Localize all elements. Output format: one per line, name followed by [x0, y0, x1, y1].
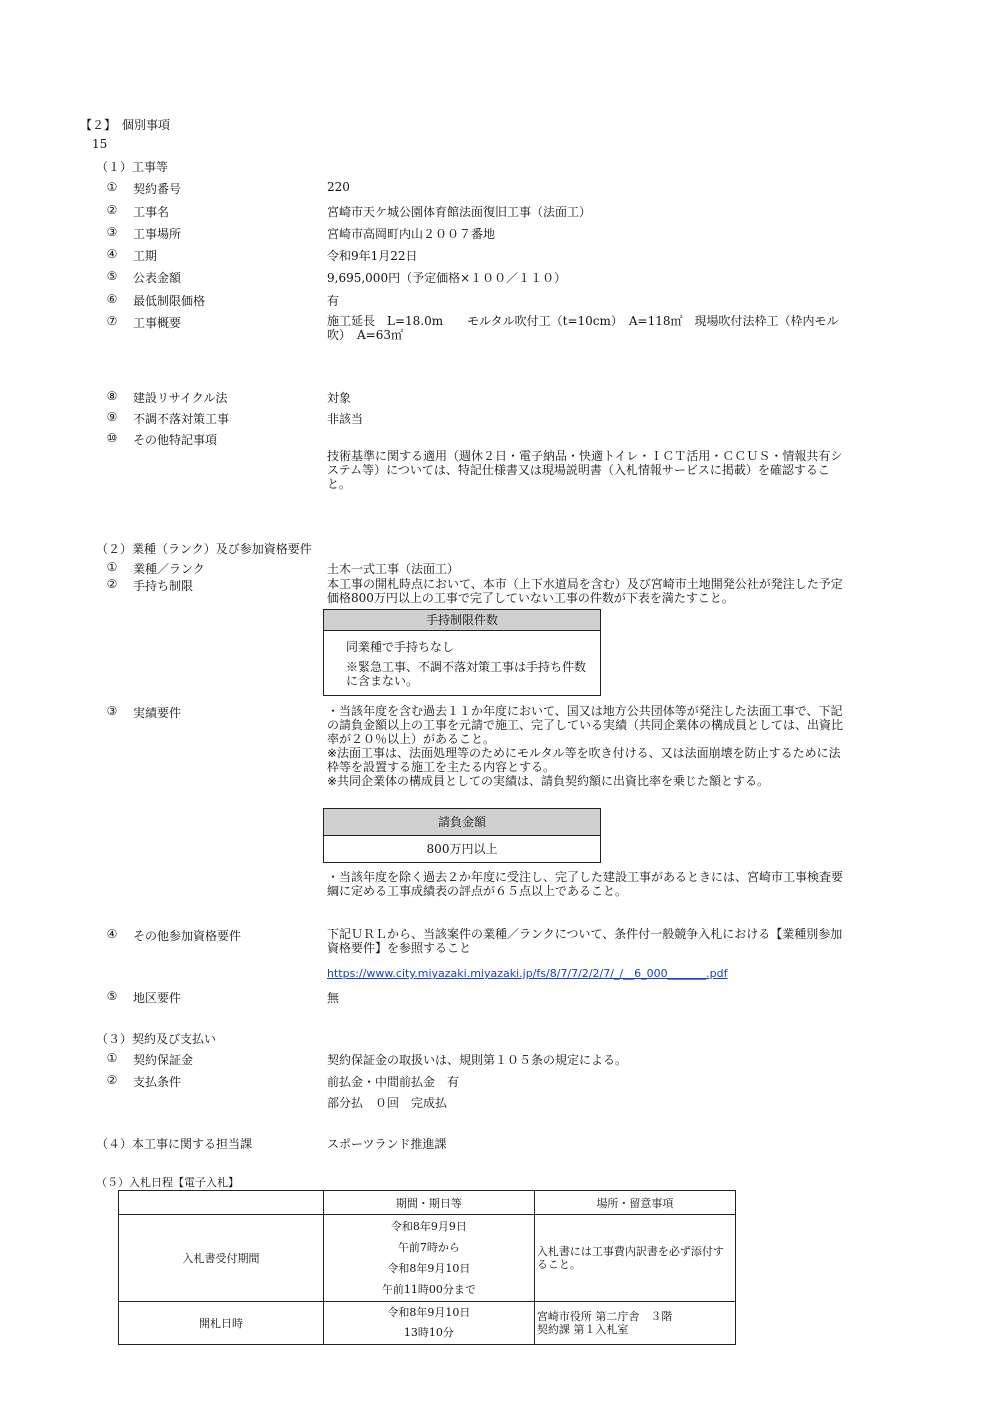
row-num: ③ [106, 704, 118, 718]
row-num: ② [106, 1073, 118, 1087]
sec4-title: （４）本工事に関する担当課 [96, 1137, 253, 1151]
row-value: 対象 [327, 391, 352, 405]
row-num: ⑨ [106, 410, 118, 424]
row-label: その他特記事項 [133, 433, 218, 447]
date-cell [323, 1215, 534, 1302]
bid-schedule-table [118, 1190, 736, 1345]
row-label: 地区要件 [133, 991, 182, 1005]
holding-limit-box [323, 609, 601, 696]
row-value-2: 部分払 ０回 完成払 [327, 1096, 448, 1110]
row-label: 手持ち制限 [133, 579, 194, 593]
row-value: 施工延長 L=18.0m モルタル吹付工（t=10cm） A=118㎡ 現場吹付法枠工（枠内モル吹） A=63㎡ [327, 314, 839, 342]
row-label: 公表金額 [133, 271, 182, 285]
contract-amount-header: 請負金額 [323, 808, 601, 836]
row-label: 実績要件 [133, 706, 182, 720]
row-num: ⑥ [106, 292, 118, 306]
item-number: 15 [92, 137, 108, 151]
row-value: 契約保証金の取扱いは、規則第１０５条の規定による。 [327, 1053, 628, 1067]
row-label: 契約保証金 [133, 1053, 194, 1067]
date-line: 令和8年9月9日 [390, 1220, 467, 1233]
row-value: 宮崎市天ケ城公園体育館法面復旧工事（法面工） [327, 205, 592, 219]
holding-limit-line2: ※緊急工事、不調不落対策工事は手持ち件数に含まない。 [346, 660, 587, 688]
row-label: 最低制限価格 [133, 294, 206, 308]
row-num: ⑤ [106, 269, 118, 283]
table-header-empty [119, 1191, 324, 1215]
row-value: 土木一式工事（法面工） [327, 562, 460, 576]
table-row [119, 1302, 736, 1345]
sec5-title: （５）入札日程【電子入札】 [96, 1176, 239, 1189]
row-label: 開札日時 [119, 1302, 324, 1345]
row-label: 業種／ランク [133, 562, 205, 576]
row-value: 前払金・中間前払金 有 [327, 1075, 460, 1089]
sec3-title: （３）契約及び支払い [96, 1032, 217, 1046]
date-line: 令和8年9月10日 [387, 1262, 471, 1275]
row-num: ① [106, 560, 118, 574]
sec4-value: スポーツランド推進課 [327, 1137, 447, 1151]
date-line: 令和8年9月10日 [387, 1306, 471, 1319]
table-header-row [119, 1191, 736, 1215]
row-value: 令和9年1月22日 [327, 249, 418, 263]
note-cell: 宮崎市役所 第二庁舎 ３階 契約課 第１入札室 [534, 1302, 735, 1345]
row-num: ⑤ [106, 989, 118, 1003]
row-value: 9,695,000円（予定価格×１００／１１０） [327, 271, 567, 285]
row-num: ⑧ [106, 389, 118, 403]
contract-amount-value: 800万円以上 [323, 836, 601, 863]
table-row [119, 1215, 736, 1302]
row-num: ④ [106, 247, 118, 261]
qualification-url-link[interactable]: https://www.city.miyazaki.miyazaki.jp/fs/8/7/7/2/2/7/_/__6_000_______.pdf [327, 967, 728, 980]
row-num: ① [106, 1051, 118, 1065]
other-qualification-text: 下記ＵＲＬから、当該案件の業種／ランクについて、条件付一般競争入札における【業種別参加資格要件】を参照すること [327, 927, 843, 955]
section-heading: 【２】 個別事項 [80, 118, 171, 132]
holding-limit-line1: 同業種で手持ちなし [346, 640, 455, 654]
row-num: ② [106, 203, 118, 217]
contract-amount-box [323, 808, 601, 863]
sec2-title: （２）業種（ランク）及び参加資格要件 [96, 542, 312, 556]
row-num: ⑦ [106, 314, 118, 328]
row-value: 有 [327, 294, 340, 308]
date-line: 午前11時00分まで [381, 1283, 476, 1296]
row-label: 支払条件 [133, 1075, 182, 1089]
row-label: 契約番号 [133, 182, 182, 196]
date-line: 午前7時から [397, 1241, 460, 1254]
note-cell: 入札書には工事費内訳書を必ず添付すること。 [534, 1215, 735, 1302]
row-num: ③ [106, 225, 118, 239]
row-label: 入札書受付期間 [119, 1215, 324, 1302]
holding-limit-header: 手持制限件数 [323, 609, 601, 631]
performance-text: ・当該年度を含む過去１１か年度において、国又は地方公共団体等が発注した法面工事で、下記の請負金額以上の工事を元請で施工、完了している実績（共同企業体の構成員としては、出資比率が２０％以上）があること。 ※法面工事は、法面処理等のためにモルタル等を吹き付ける、又は法面崩壊を防止するために法枠等を設置する施工を主たる内容とする。 ※共同企業体の構成員としての実績は、請負契約額に出資比率を乗じた額とする。 [327, 704, 844, 788]
table-header: 場所・留意事項 [534, 1191, 735, 1215]
row-num: ④ [106, 927, 118, 941]
row-label: その他参加資格要件 [133, 929, 242, 943]
row-label: 工事名 [133, 205, 170, 219]
row-value: 220 [327, 180, 350, 194]
performance-text-2: ・当該年度を除く過去２か年度に受注し、完了した建設工事があるときには、宮崎市工事検査要綱に定める工事成績表の評点が６５点以上であること。 [327, 870, 844, 898]
row-value: 宮崎市高岡町内山２００７番地 [327, 227, 496, 241]
row-label: 工事概要 [133, 316, 182, 330]
row-num: ⑩ [106, 431, 118, 445]
row-value: 非該当 [327, 412, 364, 426]
sec1-title: （１）工事等 [96, 160, 169, 174]
row-label: 建設リサイクル法 [133, 391, 228, 405]
row-label: 工期 [133, 249, 158, 263]
date-line: 13時10分 [403, 1326, 454, 1339]
table-header: 期間・期日等 [323, 1191, 534, 1215]
holding-limit-text: 本工事の開札時点において、本市（上下水道局を含む）及び宮崎市土地開発公社が発注した予定価格800万円以上の工事で完了していない工事の件数が下表を満たすこと。 [327, 577, 843, 605]
row-num: ② [106, 577, 118, 591]
row-label: 工事場所 [133, 227, 182, 241]
holding-limit-body [323, 631, 601, 696]
row-num: ① [106, 180, 118, 194]
row-value: 無 [327, 991, 340, 1005]
row-label: 不調不落対策工事 [133, 412, 230, 426]
special-notes-text: 技術基準に関する適用（週休２日・電子納品・快適トイレ・ＩＣＴ活用・ＣＣＵＳ・情報共有システム等）については、特記仕様書又は現場説明書（入札情報サービスに掲載）を確認すること。 [327, 449, 843, 491]
date-cell [323, 1302, 534, 1345]
